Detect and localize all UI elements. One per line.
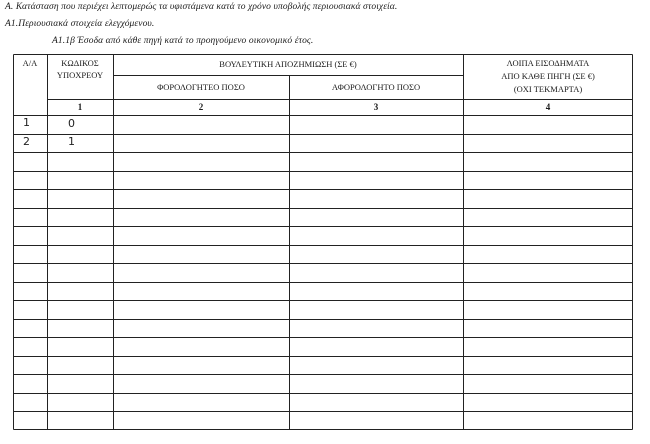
header-other-line3: (ΟΧΙ ΤΕΚΜΑΡΤΑ): [513, 84, 583, 94]
header-other-line2: ΑΠΟ ΚΑΘΕ ΠΗΓΗ (ΣΕ €): [501, 71, 595, 81]
col-number-2: 2: [198, 102, 204, 112]
header-code-line2: ΥΠΟΧΡΕΟΥ: [56, 70, 104, 80]
header-compensation: ΒΟΥΛΕΥΤΙΚΗ ΑΠΟΖΗΜΙΩΣΗ (ΣΕ €): [219, 59, 357, 69]
col-number-3: 3: [373, 102, 379, 112]
row-2-aa: 2: [23, 135, 30, 148]
row-2-code: 1: [68, 135, 75, 148]
row-1-aa: 1: [23, 116, 30, 129]
header-aa: Α/Α: [22, 58, 38, 68]
table-grid: [14, 55, 633, 430]
header-code-line1: ΚΩΔΙΚΟΣ: [61, 58, 99, 68]
heading-line-2: Α1.Περιουσιακά στοιχεία ελεγχόμενου.: [5, 19, 155, 29]
row-lines: [14, 116, 633, 412]
row-1-code: 0: [68, 117, 75, 130]
income-table: [13, 54, 633, 430]
heading-line-3: Α1.1β Έσοδα από κάθε πηγή κατά το προηγούμενο οικονομικό έτος.: [52, 36, 314, 46]
heading-line-1: Α. Κατάσταση που περιέχει λεπτομερώς τα υφιστάμενα κατά το χρόνο υποβολής περιουσιακά στοιχεία.: [5, 2, 398, 12]
header-other-line1: ΛΟΙΠΑ ΕΙΣΟΔΗΜΑΤΑ: [506, 58, 590, 68]
col-number-4: 4: [545, 102, 551, 112]
header-taxable: ΦΟΡΟΛΟΓΗΤΕΟ ΠΟΣΟ: [157, 82, 245, 92]
header-nontaxable: ΑΦΟΡΟΛΟΓΗΤΟ ΠΟΣΟ: [331, 82, 421, 92]
col-number-1: 1: [77, 102, 83, 112]
